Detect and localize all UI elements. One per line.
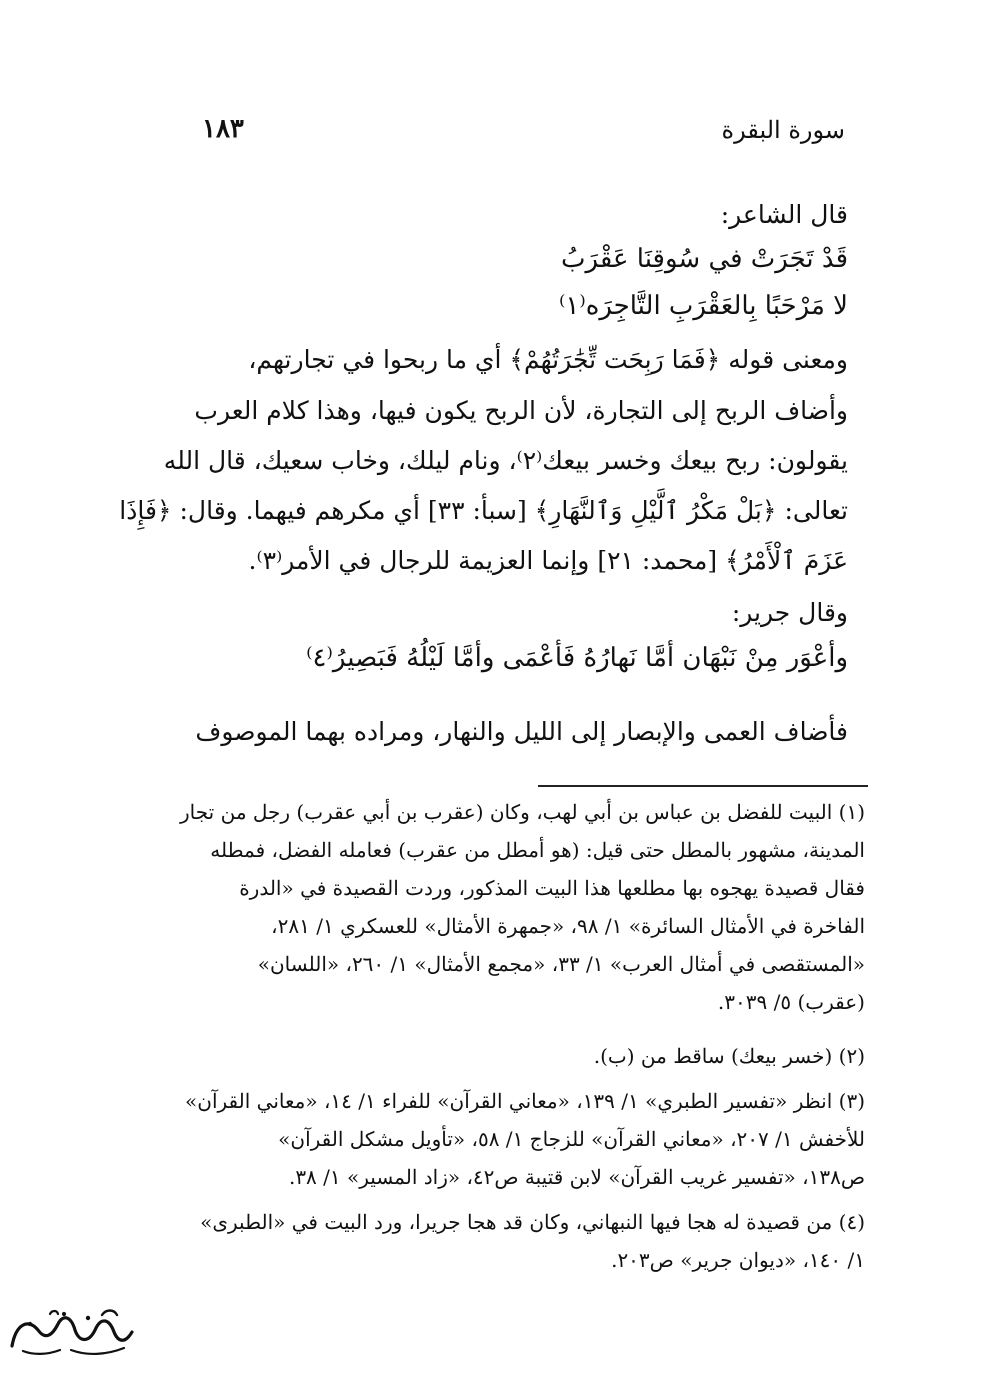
footnote-1-line-4: الفاخرة في الأمثال السائرة» ١/ ٩٨، «جمهرة الأمثال» للعسكري ١/ ٢٨١، <box>271 914 865 938</box>
footnote-1-line-1: (١) البيت للفضل بن عباس بن أبي لهب، وكان (عقرب بن أبي عقرب) رجل من تجار <box>180 800 865 824</box>
poet-intro-line: قال الشاعر: <box>720 200 848 229</box>
main-text-line-4: تعالى: ﴿بَلْ مَكْرُ ٱلَّيْلِ وَٱلنَّهَارِ﴾ [سبأ: ٣٣] أي مكرهم فيهما. وقال: ﴿فَإِذَا <box>119 496 848 525</box>
main-text-line-1: ومعنى قوله ﴿فَمَا رَبِحَت تِّجَٰرَتُهُمْ﴾ أي ما ربحوا في تجارتهم، <box>248 345 848 374</box>
surah-header: سورة البقرة <box>721 116 845 144</box>
footnote-3-line-3: ص١٣٨، «تفسير غريب القرآن» لابن قتيبة ص٤٢، «زاد المسير» ١/ ٣٨. <box>288 1165 865 1189</box>
poem-verse-second-half: لا مَرْحَبًا بِالعَقْرَبِ التَّاجِرَه⁽١⁾ <box>558 291 848 321</box>
main-text-block <box>119 178 848 758</box>
footnote-1-line-5: «المستقصى في أمثال العرب» ١/ ٣٣، «مجمع الأمثال» ١/ ٢٦٠، «اللسان» <box>257 952 865 976</box>
poem-verse-jarir: وأعْوَر مِنْ نَبْهَان أمَّا نَهارُهُ فَأعْمَى وأمَّا لَيْلُهُ فَبَصِيرُ⁽٤⁾ <box>306 643 848 673</box>
calligraphy-logo-icon <box>0 1306 142 1364</box>
footnote-4-line-2: ١/ ١٤٠، «ديوان جرير» ص٢٠٣. <box>611 1248 865 1272</box>
main-text-line-2: وأضاف الربح إلى التجارة، لأن الربح يكون فيها، وهذا كلام العرب <box>194 396 848 425</box>
main-text-line-5: عَزَمَ ٱلْأَمْرُ﴾ [محمد: ٢١] وإنما العزيمة للرجال في الأمر⁽٣⁾. <box>248 546 848 575</box>
footnote-2: (٢) (خسر بيعك) ساقط من (ب). <box>593 1044 865 1068</box>
main-text-line-6: فأضاف العمى والإبصار إلى الليل والنهار، ومراده بهما الموصوف <box>195 717 848 746</box>
footnote-1-line-3: فقال قصيدة يهجوه بها مطلعها هذا البيت المذكور، وردت القصيدة في «الدرة <box>239 876 865 900</box>
footnote-3-line-1: (٣) انظر «تفسير الطبري» ١/ ١٣٩، «معاني القرآن» للفراء ١/ ١٤، «معاني القرآن» <box>185 1089 865 1113</box>
main-text-line-3: يقولون: ربح بيعك وخسر بيعك⁽٢⁾، ونام ليلك، وخاب سعيك، قال الله <box>163 446 848 475</box>
footnote-divider <box>538 785 868 787</box>
poem-verse-first-half: قَدْ تَجَرَتْ في سُوقِنَا عَقْرَبُ <box>561 244 848 274</box>
page-number: ١٨٣ <box>202 114 244 144</box>
footnote-1-line-2: المدينة، مشهور بالمطل حتى قيل: (هو أمطل من عقرب) فعامله الفضل، فمطله <box>210 838 865 862</box>
footnotes-block <box>120 797 865 1287</box>
footnote-3-line-2: للأخفش ١/ ٢٠٧، «معاني القرآن» للزجاج ١/ ٥٨، «تأويل مشكل القرآن» <box>278 1127 865 1151</box>
footnote-1-line-6: (عقرب) ٥/ ٣٠٣٩. <box>717 990 865 1014</box>
poet-intro-line-2: وقال جرير: <box>731 598 848 627</box>
publisher-logo <box>0 1306 142 1364</box>
footnote-4-line-1: (٤) من قصيدة له هجا فيها النبهاني، وكان قد هجا جريرا، ورد البيت في «الطبرى» <box>200 1210 865 1234</box>
